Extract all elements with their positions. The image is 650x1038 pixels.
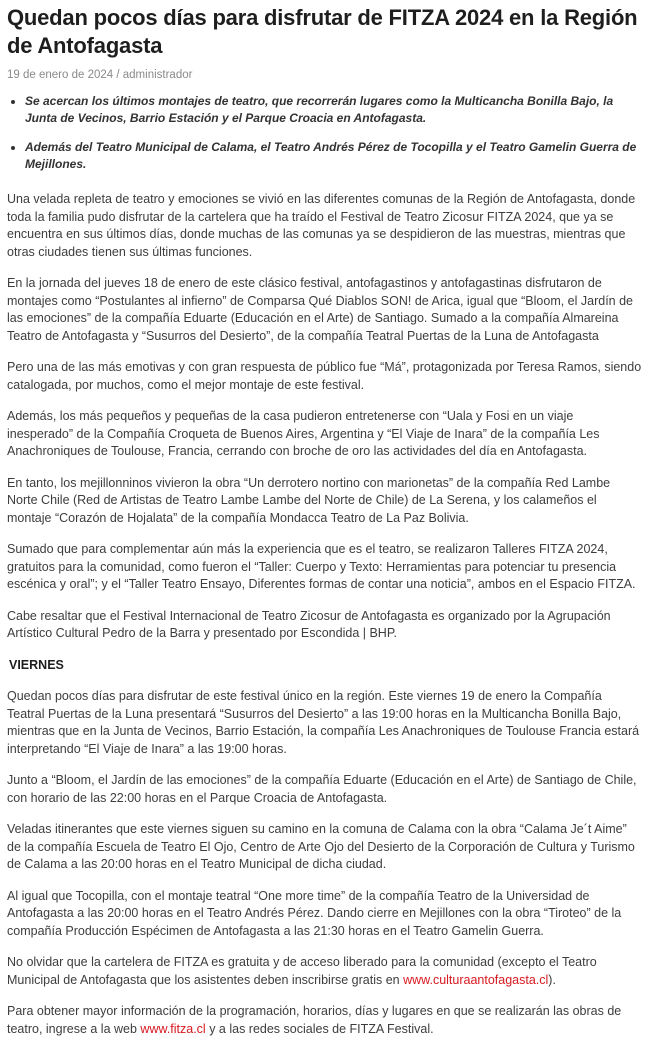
body-paragraph: Junto a “Bloom, el Jardín de las emociones” de la compañía Eduarte (Educación en el Arte) de Santiago de Chile, con horario de las 22:00 horas en el Parque Croacia de Antofagasta.	[7, 773, 637, 805]
body-paragraph: Pero una de las más emotivas y con gran respuesta de público fue “Má”, protagonizada por Teresa Ramos, siendo catalogada, por muchos, como el mejor montaje de este festival.	[7, 360, 642, 392]
article-title: Quedan pocos días para disfrutar de FITZA 2024 en la Región de Antofagasta	[7, 5, 638, 58]
paragraph-text: Para obtener mayor información de la programación, horarios, días y lugares en que se realizarán las obras de teatro, ingrese a la web	[7, 1004, 622, 1036]
highlights-list	[7, 93, 642, 173]
body-paragraph: Al igual que Tocopilla, con el montaje teatral “One more time” de la compañía Teatro de la Universidad de Antofagasta a las 20:00 horas en el Teatro Andrés Pérez. Dando cierre en Mejillones con la obra “Tiroteo” de la compañía Producción Espécimen de Antofagasta a las 21:30 horas en el Teatro Gamelin Guerra.	[7, 888, 622, 938]
author-name: administrador	[122, 69, 193, 81]
body-paragraph: En tanto, los mejillonninos vivieron la obra “Un derrotero nortino con marionetas” de la compañía Red Lambe Norte Chile (Red de Artistas de Teatro Lambe Lambe del Norte de Chile) de La Serena, y los calameños el montaje “Corazón de Hojalata” de la compañía Mondacca Teatro de La Paz Bolivia.	[7, 475, 611, 525]
body-paragraph: Sumado que para complementar aún más la experiencia que es el teatro, se realizaron Talleres FITZA 2024, gratuitos para la comunidad, como fueron el “Taller: Cuerpo y Texto: Herramientas para potenciar tu presencia escénica y oral”; y el “Taller Teatro Ensayo, Diferentes formas de contar una noticia”, ambos en el Espacio FITZA.	[7, 542, 636, 591]
body-paragraph: Veladas itinerantes que este viernes siguen su camino en la comuna de Calama con la obra “Calama Je´t Aime” de la compañía Escuela de Teatro El Ojo, Centro de Arte Ojo del Desierto de la Corporación de Cultura y Turismo de Calama a las 20:00 horas en el Teatro Municipal de dicha ciudad.	[7, 822, 635, 871]
highlight-item: • Además del Teatro Municipal de Calama, el Teatro Andrés Pérez de Tocopilla y el Teatro Gamelin Guerra de Mejillones.	[25, 139, 642, 173]
body-paragraph: Además, los más pequeños y pequeñas de la casa pudieron entretenerse con “Uala y Fosi en un viaje inesperado” de la Compañía Croqueta de Buenos Aires, Argentina y “El Viaje de Inara” de la compañía Les Anachroniques de Toulouse, Francia, cerrando con broche de oro las actividades del día en Antofagasta.	[7, 409, 600, 458]
body-paragraph: Quedan pocos días para disfrutar de este festival único en la región. Este viernes 19 de enero la Compañía Teatral Puertas de la Luna presentará “Susurros del Desierto” a las 19:00 horas en la Multicancha Bonilla Bajo, mientras que en la Junta de Vecinos, Barrio Estación, la compañía Les Anachroniques de Toulouse Francia estará interpretando “El Viaje de Inara” a las 19:00 horas.	[7, 689, 640, 756]
body-paragraph: Cabe resaltar que el Festival Internacional de Teatro Zicosur de Antofagasta es organizado por la Agrupación Artístico Cultural Pedro de la Barra y presentado por Escondida | BHP.	[7, 608, 611, 640]
paragraph-text: No olvidar que la cartelera de FITZA es gratuita y de acceso liberado para la comunidad (excepto el Teatro Municipal de Antofagasta que los asistentes deben inscribirse gratis en	[7, 955, 597, 987]
body-paragraph-free-access	[7, 954, 642, 989]
body-paragraph: En la jornada del jueves 18 de enero de este clásico festival, antofagastinos y antofagastinas disfrutaron de montajes como “Postulantes al infierno” de Comparsa Qué Diablos SON! de Arica, igual que “Bloom, el Jardín de las emociones” de la compañía Eduarte (Educación en el Arte) de Santiago. Sumado a la compañía Almareina Teatro de Antofagasta y “Susurros del Desierto”, de la compañía Teatral Puertas de la Luna de Antofagasta	[7, 276, 634, 343]
fitza-website-link[interactable]: www.fitza.cl	[140, 1021, 206, 1036]
meta-separator: /	[116, 69, 120, 81]
cultura-antofagasta-link[interactable]: www.culturaantofagasta.cl	[403, 972, 549, 987]
paragraph-text: y a las redes sociales de FITZA Festival.	[205, 1021, 434, 1036]
body-paragraph-more-info	[7, 1003, 642, 1038]
section-heading: VIERNES	[9, 657, 64, 672]
body-paragraph: Una velada repleta de teatro y emociones se vivió en las diferentes comunas de la Región de Antofagasta, donde toda la familia pudo disfrutar de la cartelera que ha traído el Festival de Teatro Zicosur FITZA 2024, que ya se encuentra en sus últimos días, donde muchas de las comunas ya se despidieron de las muestras, mientras que otras ciudades tienen sus últimas funciones.	[7, 192, 636, 259]
highlight-item: • Se acercan los últimos montajes de teatro, que recorrerán lugares como la Multicancha Bonilla Bajo, la Junta de Vecinos, Barrio Estación y el Parque Croacia en Antofagasta.	[25, 93, 642, 127]
paragraph-text: ).	[548, 972, 556, 987]
publish-date: 19 de enero de 2024	[7, 69, 114, 81]
article-meta	[7, 69, 642, 81]
